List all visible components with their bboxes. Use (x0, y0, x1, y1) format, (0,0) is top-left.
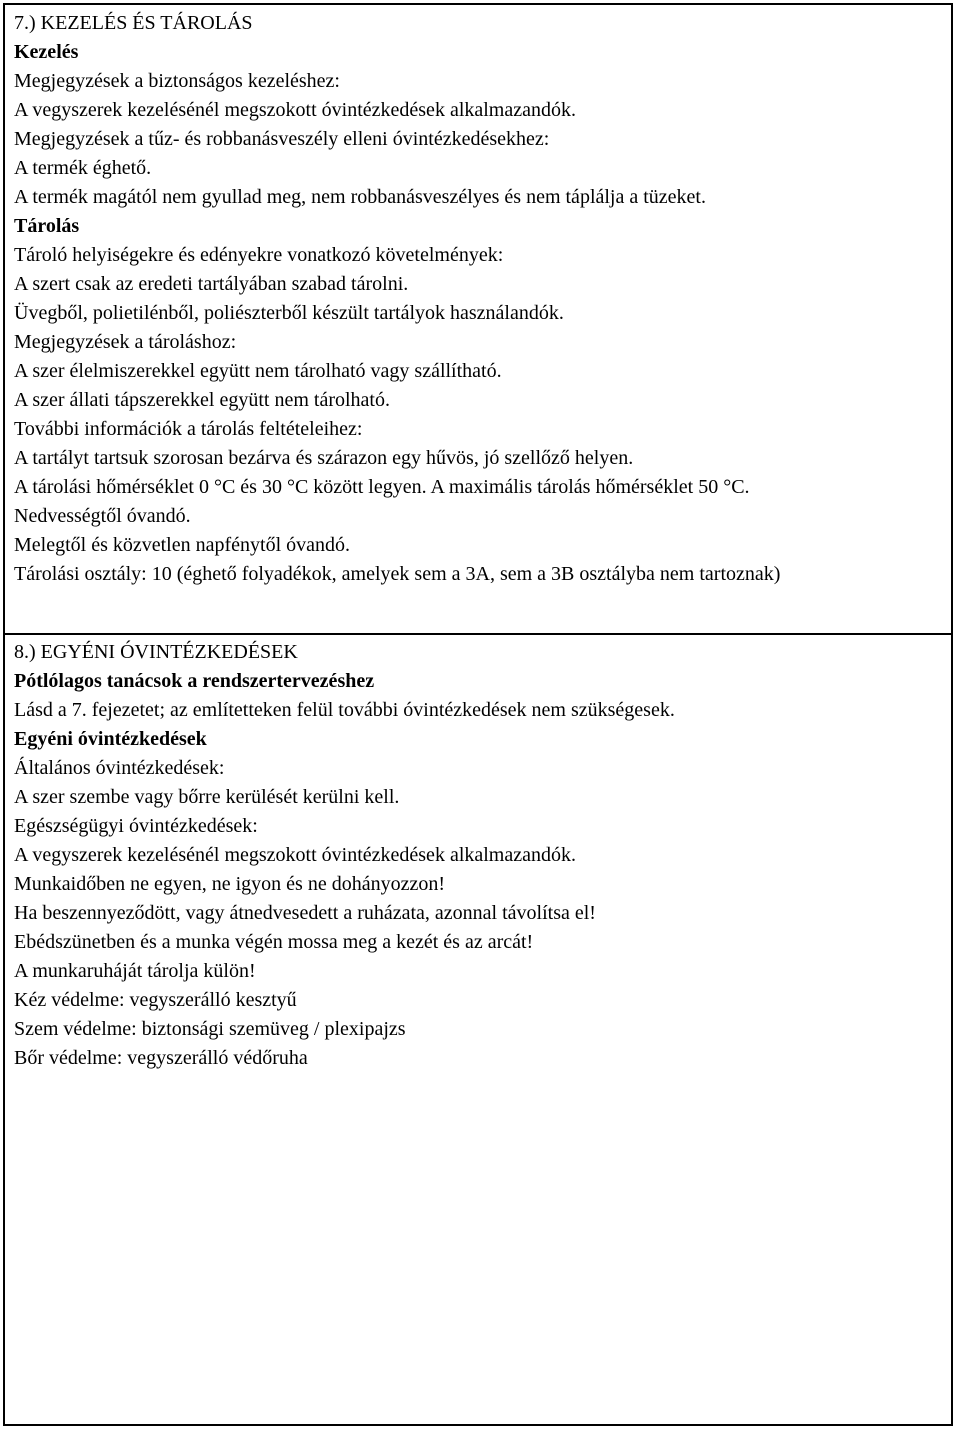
storage-heading: Tárolás (14, 215, 80, 237)
personal-line: A vegyszerek kezelésénél megszokott óvintézkedések alkalmazandók. (14, 844, 576, 866)
storage-line: A szert csak az eredeti tartályában szabad tárolni. (14, 273, 409, 295)
storage-line: További információk a tárolás feltételeihez: (14, 418, 363, 440)
document-frame (3, 3, 953, 1426)
storage-class-line: Tárolási osztály: 10 (éghető folyadékok, amelyek sem a 3A, sem a 3B osztályba nem tartoznak) (14, 563, 781, 585)
personal-heading: Egyéni óvintézkedések (14, 728, 207, 750)
section-8-title: 8.) EGYÉNI ÓVINTÉZKEDÉSEK (14, 641, 298, 663)
storage-line: Üvegből, polietilénből, poliészterből készült tartályok használandók. (14, 302, 564, 324)
personal-line: Ebédszünetben és a munka végén mossa meg a kezét és az arcát! (14, 931, 534, 953)
handling-line: A vegyszerek kezelésénél megszokott óvintézkedések alkalmazandók. (14, 99, 576, 121)
storage-line: A szer állati tápszerekkel együtt nem tárolható. (14, 389, 390, 411)
design-heading: Pótlólagos tanácsok a rendszertervezéshez (14, 670, 375, 692)
personal-line: A munkaruháját tárolja külön! (14, 960, 256, 982)
storage-line: Nedvességtől óvandó. (14, 505, 191, 527)
personal-line: Egészségügyi óvintézkedések: (14, 815, 258, 837)
storage-line: Tároló helyiségekre és edényekre vonatkozó követelmények: (14, 244, 504, 266)
personal-line: Ha beszennyeződött, vagy átnedvesedett a ruházata, azonnal távolítsa el! (14, 902, 596, 924)
handling-line: Megjegyzések a tűz- és robbanásveszély elleni óvintézkedésekhez: (14, 128, 550, 150)
section-7-title: 7.) KEZELÉS ÉS TÁROLÁS (14, 12, 253, 34)
storage-line: A tárolási hőmérséklet 0 °C és 30 °C között legyen. A maximális tárolás hőmérséklet 50 °C. (14, 476, 750, 498)
handling-line: A termék magától nem gyullad meg, nem robbanásveszélyes és nem táplálja a tüzeket. (14, 186, 706, 208)
section-divider (5, 633, 951, 635)
personal-line: A szer szembe vagy bőrre kerülését kerülni kell. (14, 786, 400, 808)
section-handling-storage (14, 9, 947, 589)
personal-line: Bőr védelme: vegyszerálló védőruha (14, 1047, 308, 1069)
section-personal-protection (14, 638, 947, 1073)
handling-heading: Kezelés (14, 41, 79, 63)
personal-line: Szem védelme: biztonsági szemüveg / plexipajzs (14, 1018, 406, 1040)
personal-line: Munkaidőben ne egyen, ne igyon és ne dohányozzon! (14, 873, 445, 895)
personal-line: Általános óvintézkedések: (14, 757, 225, 779)
storage-line: Megjegyzések a tároláshoz: (14, 331, 237, 353)
handling-line: A termék éghető. (14, 157, 152, 179)
handling-line: Megjegyzések a biztonságos kezeléshez: (14, 70, 340, 92)
storage-line: A tartályt tartsuk szorosan bezárva és szárazon egy hűvös, jó szellőző helyen. (14, 447, 634, 469)
storage-line: Melegtől és közvetlen napfénytől óvandó. (14, 534, 351, 556)
personal-line: Kéz védelme: vegyszerálló kesztyű (14, 989, 297, 1011)
storage-line: A szer élelmiszerekkel együtt nem tárolható vagy szállítható. (14, 360, 502, 382)
design-line: Lásd a 7. fejezetet; az említetteken felül további óvintézkedések nem szükségesek. (14, 699, 675, 721)
